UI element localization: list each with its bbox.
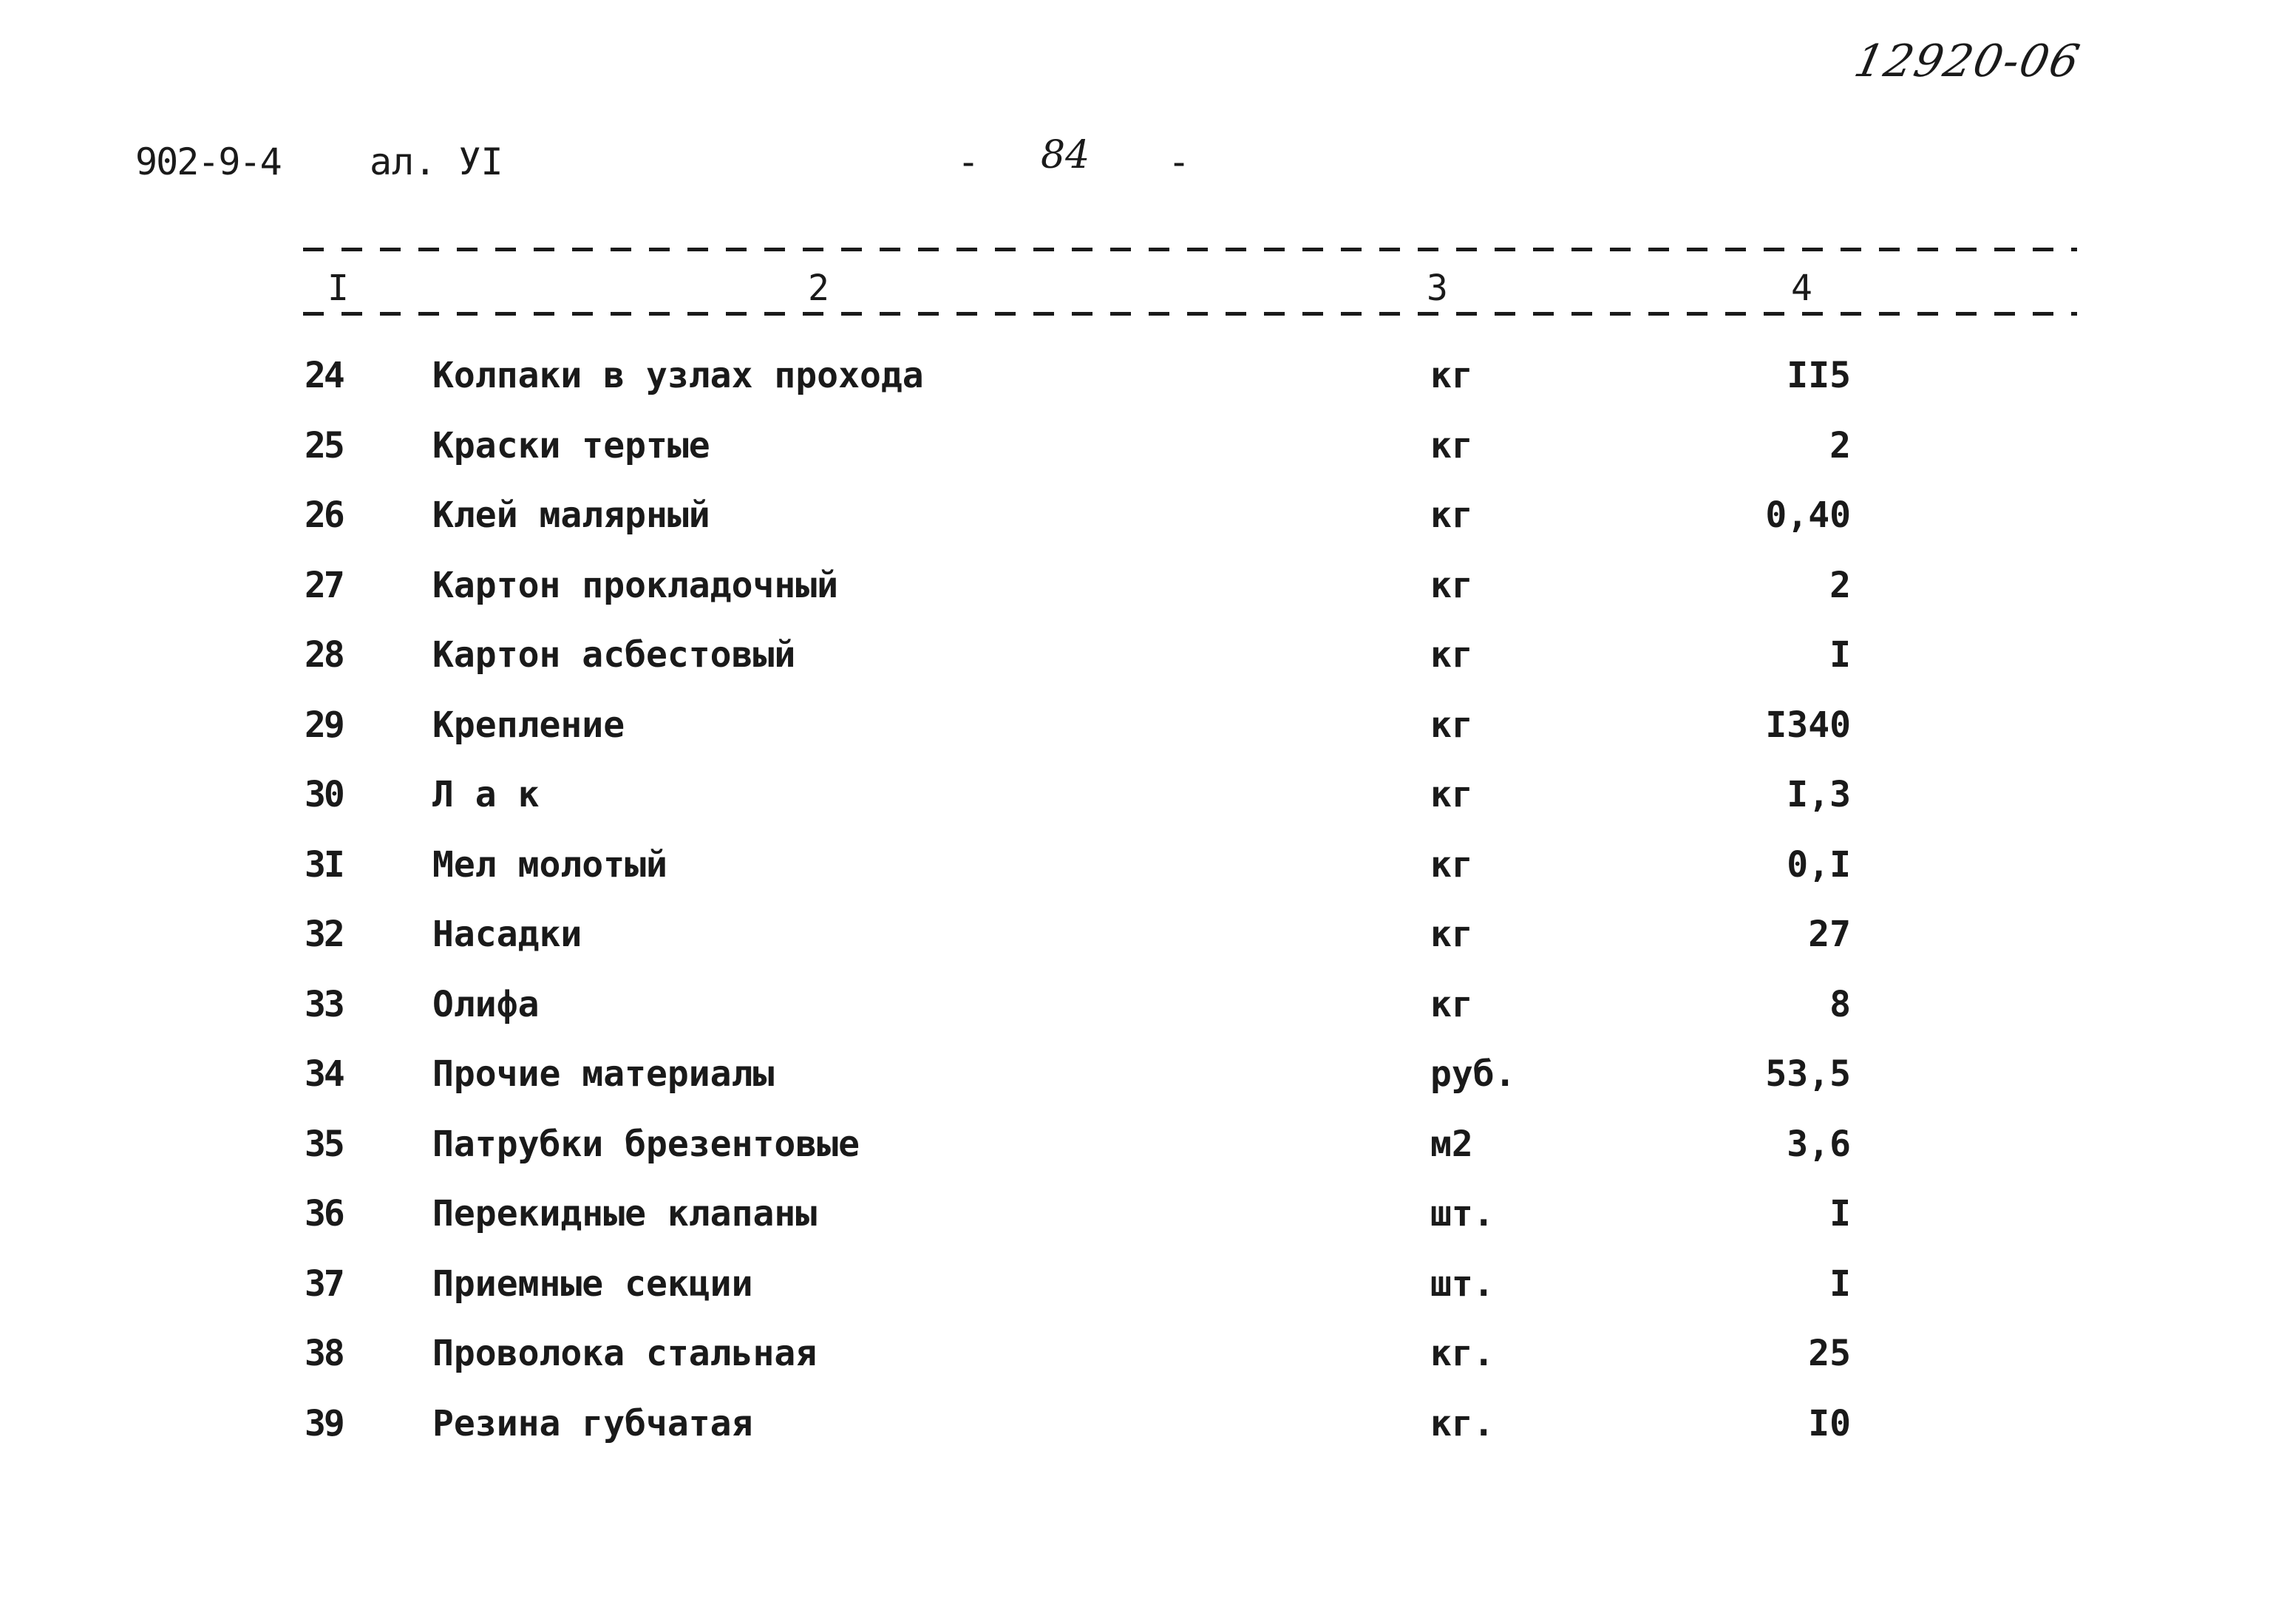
material-name: Патрубки брезентовые (432, 1123, 860, 1165)
row-number: 37 (305, 1263, 343, 1305)
document-number: 12920-06 (1849, 35, 2085, 87)
material-name: Олифа (432, 983, 540, 1025)
row-number: 38 (305, 1333, 343, 1374)
material-name: Прочие материалы (432, 1053, 775, 1095)
table-row (0, 704, 2287, 775)
row-number: 39 (305, 1402, 343, 1444)
unit-of-measure: кг (1430, 634, 1473, 676)
quantity: 25 (1808, 1333, 1851, 1374)
row-number: 30 (305, 774, 343, 815)
page-number-dash-right: - (1168, 140, 1191, 183)
unit-of-measure: кг. (1430, 1402, 1495, 1444)
table-header-rule (303, 312, 2077, 316)
table-row (0, 1053, 2287, 1124)
table-row (0, 984, 2287, 1054)
table-row (0, 425, 2287, 495)
quantity: I0 (1808, 1402, 1851, 1444)
unit-of-measure: кг (1430, 983, 1473, 1025)
table-row (0, 634, 2287, 704)
material-name: Проволока стальная (432, 1333, 818, 1374)
unit-of-measure: кг (1430, 774, 1473, 815)
table-row (0, 565, 2287, 635)
row-number: 26 (305, 495, 343, 536)
quantity: I (1829, 1193, 1851, 1234)
material-name: Картон асбестовый (432, 634, 796, 676)
material-name: Картон прокладочный (432, 564, 839, 606)
row-number: 35 (305, 1123, 343, 1165)
material-name: Колпаки в узлах прохода (432, 355, 924, 396)
row-number: 29 (305, 704, 343, 746)
table-row (0, 844, 2287, 914)
album-number: ал. УI (370, 140, 503, 183)
table-row (0, 1263, 2287, 1333)
material-name: Крепление (432, 704, 625, 746)
material-name: Насадки (432, 914, 582, 955)
row-number: 28 (305, 634, 343, 676)
material-name: Перекидные клапаны (432, 1193, 818, 1234)
unit-of-measure: шт. (1430, 1263, 1495, 1305)
unit-of-measure: кг (1430, 424, 1473, 466)
table-top-rule (303, 248, 2077, 251)
quantity: I340 (1765, 704, 1851, 746)
row-number: 25 (305, 424, 343, 466)
row-number: 27 (305, 564, 343, 606)
table-row (0, 774, 2287, 844)
quantity: I (1829, 1263, 1851, 1305)
unit-of-measure: кг (1430, 564, 1473, 606)
quantity: 27 (1808, 914, 1851, 955)
unit-of-measure: шт. (1430, 1193, 1495, 1234)
quantity: 0,I (1787, 843, 1851, 886)
column-number-3: 3 (1427, 268, 1448, 309)
quantity: 3,6 (1787, 1123, 1851, 1165)
material-name: Клей малярный (432, 495, 710, 536)
material-name: Приемные секции (432, 1263, 753, 1305)
unit-of-measure: кг (1430, 704, 1473, 746)
material-name: Резина губчатая (432, 1402, 753, 1444)
unit-of-measure: м2 (1430, 1123, 1473, 1165)
column-number-4: 4 (1791, 268, 1812, 309)
table-row (0, 1333, 2287, 1403)
quantity: 53,5 (1765, 1053, 1851, 1095)
table-row (0, 1124, 2287, 1194)
page-number: 84 (1041, 133, 1090, 177)
quantity: 0,40 (1765, 495, 1851, 536)
row-number: 33 (305, 983, 343, 1025)
page-number-dash-left: - (957, 140, 980, 183)
table-row (0, 914, 2287, 984)
row-number: 3I (305, 843, 343, 886)
table-row (0, 1403, 2287, 1473)
row-number: 36 (305, 1193, 343, 1234)
materials-table-body (0, 355, 2287, 1472)
table-row (0, 355, 2287, 425)
unit-of-measure: кг (1430, 843, 1473, 886)
unit-of-measure: кг (1430, 355, 1473, 396)
column-number-1: I (327, 268, 349, 309)
table-row (0, 1193, 2287, 1263)
material-name: Л а к (432, 774, 540, 815)
row-number: 24 (305, 355, 343, 396)
series-number: 902-9-4 (135, 140, 281, 183)
unit-of-measure: кг (1430, 495, 1473, 536)
quantity: 2 (1829, 564, 1851, 606)
quantity: I,3 (1787, 774, 1851, 815)
row-number: 34 (305, 1053, 343, 1095)
quantity: 8 (1829, 983, 1851, 1025)
row-number: 32 (305, 914, 343, 955)
material-name: Мел молотый (432, 843, 667, 886)
column-number-2: 2 (808, 268, 829, 309)
quantity: I (1829, 634, 1851, 676)
material-name: Краски тертые (432, 424, 710, 466)
unit-of-measure: кг (1430, 914, 1473, 955)
table-row (0, 495, 2287, 565)
unit-of-measure: руб. (1430, 1053, 1516, 1095)
quantity: II5 (1787, 355, 1851, 396)
quantity: 2 (1829, 424, 1851, 466)
unit-of-measure: кг. (1430, 1333, 1495, 1374)
